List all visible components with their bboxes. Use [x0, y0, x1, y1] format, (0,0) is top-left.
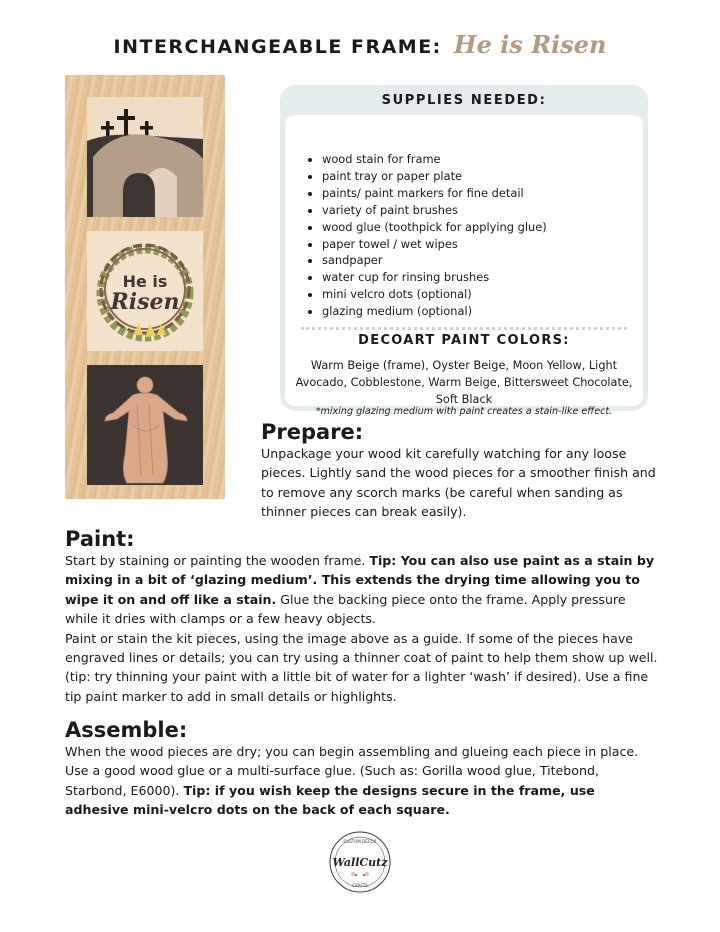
sign-line2: Risen [110, 289, 180, 315]
list-item: • mini velcro dots (optional) [322, 286, 547, 303]
tomb-panel [87, 97, 203, 217]
assemble-tip: Tip: if you wish keep the designs secure in the frame, use adhesive mini-velcro dots on the back of each square. [65, 782, 595, 818]
crown-of-thorns-icon [87, 231, 203, 351]
jesus-figure-icon [87, 365, 203, 485]
wallcutz-logo [328, 830, 392, 894]
prepare-heading: Prepare: [261, 420, 364, 444]
list-item: • wood stain for frame [322, 151, 547, 168]
title-main: INTERCHANGEABLE FRAME: [113, 36, 442, 58]
paint-note: *mixing glazing medium with paint creates a stain-like effect. [315, 406, 613, 417]
list-item: • sandpaper [322, 252, 547, 269]
paint-paragraph-2: Paint or stain the kit pieces, using the image above as a guide. If some of the pieces have engraved lines or details; you can try using a thinner coat of paint to help them show up well. (tip: try thinning your paint with a little bit of water for a lighter ‘wash’ if desired). Use a fine tip paint marker to add in small details or highlights. [65, 630, 658, 704]
list-item: • glazing medium (optional) [322, 303, 547, 320]
list-item: • water cup for rinsing brushes [322, 269, 547, 286]
assemble-paragraph [65, 742, 661, 820]
supplies-heading: SUPPLIES NEEDED: [381, 93, 547, 108]
supplies-inner [285, 115, 643, 417]
prepare-paragraph: Unpackage your wood kit carefully watching for any loose pieces. Lightly sand the wood pieces for a smoother finish and to remove any scorch marks (be careful when sanding as thinner pieces can break easily). [261, 446, 656, 520]
list-item: • wood glue (toothpick for applying glue) [322, 219, 547, 236]
assemble-heading: Assemble: [65, 718, 188, 742]
assemble-text [65, 742, 661, 820]
title-script: He is Risen [453, 30, 607, 59]
sign-line1: He is [122, 272, 168, 291]
frame-illustration [65, 75, 225, 499]
logo-top-text: CUSTOM DÉCOR [343, 839, 377, 844]
paint-p1-start: Start by staining or painting the wooden frame. [65, 553, 370, 568]
paint-heading: Paint: [65, 527, 135, 551]
logo-bottom-text: CRAFTS [352, 883, 368, 888]
paint-paragraph-1 [65, 551, 661, 629]
supplies-list [305, 151, 547, 320]
logo-name: WallCutz [332, 856, 388, 869]
prepare-text [261, 444, 657, 522]
paint-tip: Tip: You can also use paint as a stain by mixing in a bit of ‘glazing medium’. This extends the drying time allowing you to wipe it on and off like a stain. [65, 553, 655, 607]
list-item: • paints/ paint markers for fine detail [322, 185, 547, 202]
dotted-divider [301, 327, 627, 330]
list-item: • variety of paint brushes [322, 202, 547, 219]
paint-text [65, 551, 661, 706]
he-is-risen-panel [87, 231, 203, 351]
paint-colors-text: Warm Beige (frame), Oyster Beige, Moon Yellow, Light Avocado, Cobblestone, Warm Beige, Bittersweet Chocolate, Soft Black [295, 359, 633, 406]
list-item: • paper towel / wet wipes [322, 236, 547, 253]
page-title [0, 30, 720, 59]
tomb-crosses-icon [87, 97, 203, 217]
assemble-start: When the wood pieces are dry; you can begin assembling and glueing each piece in place. Use a good wood glue or a multi-surface glue. (Such as: Gorilla wood glue, Titebond, Starbond, E6000). [65, 744, 639, 798]
paint-colors-heading: DECOART PAINT COLORS: [358, 333, 570, 348]
list-item: • paint tray or paper plate [322, 168, 547, 185]
paint-p1-end: Glue the backing piece onto the frame. Apply pressure while it dries with clamps or a few heavy objects. [65, 591, 626, 627]
supplies-box [280, 85, 648, 417]
jesus-panel [87, 365, 203, 485]
